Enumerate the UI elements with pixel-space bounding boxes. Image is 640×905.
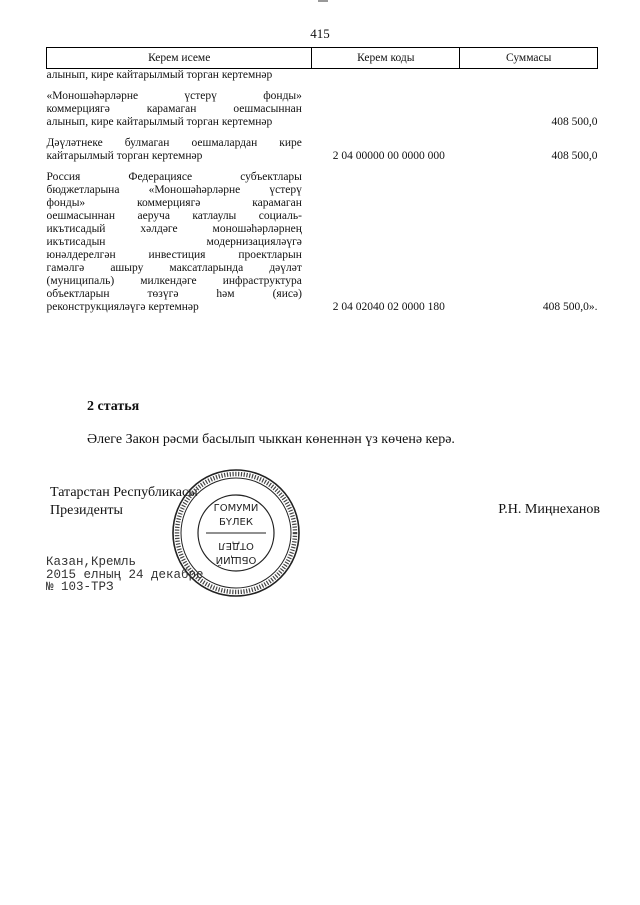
row-name-line: Россия Федерациясе субъектлары xyxy=(46,171,302,183)
table-row xyxy=(47,171,598,314)
signatory-title-line2: Президенты xyxy=(50,503,123,518)
row-sum: 408 500,0 xyxy=(551,116,598,128)
top-mark xyxy=(318,0,328,2)
page-number: 415 xyxy=(310,26,330,41)
table-row xyxy=(47,90,598,129)
revenue-table xyxy=(46,47,598,314)
article-title: 2 статья xyxy=(87,399,140,414)
row-name-line: алынып, кире кайтарылмый торган кертемнәр xyxy=(46,116,273,128)
law-number: № 103-ТРЗ xyxy=(46,580,114,594)
row-name-line: юнәлдерелгән инвестиция проектларын xyxy=(46,249,302,261)
row-name xyxy=(47,171,312,314)
row-name-line: коммерциягә карамаган оешмасыннан xyxy=(46,103,302,115)
place: Казан,Кремль xyxy=(46,555,137,569)
seal-line1: ГОМУМИ xyxy=(213,503,259,514)
row-name-line: реконструкцияләүгә кертемнәр xyxy=(46,301,199,313)
row-name-line: (муниципаль) милкендәге инфраструктура xyxy=(46,275,302,287)
table-header-row xyxy=(47,48,598,69)
table-row xyxy=(47,137,598,163)
row-code xyxy=(312,69,460,83)
row-sum: 408 500,0». xyxy=(542,301,598,313)
row-name-line: Дәүләтнеке булмаган оешмалардан кире xyxy=(46,137,302,149)
row-code xyxy=(312,90,460,129)
table-row xyxy=(47,69,598,83)
header-code: Керем коды xyxy=(312,48,460,69)
row-sum: 408 500,0 xyxy=(551,150,598,162)
row-name xyxy=(47,137,312,163)
date-place-block xyxy=(46,556,204,594)
row-sum xyxy=(460,69,598,83)
seal-line3: ОБЩИЙ xyxy=(215,554,257,565)
row-name-line: бюджетларына «Моношәһәрләрне үстерү xyxy=(46,184,302,196)
row-code: 2 04 00000 00 0000 000 xyxy=(332,150,445,162)
row-name-line: кайтарылмый торган кертемнәр xyxy=(46,150,203,162)
header-name: Керем исеме xyxy=(47,48,312,69)
row-code: 2 04 02040 02 0000 180 xyxy=(332,301,445,313)
row-name xyxy=(47,90,312,129)
row-name-line: объектларын төзүгә һәм (яисә) xyxy=(46,288,302,300)
seal-line2: БҮЛЕК xyxy=(219,517,253,528)
seal-line4: ОТДЕЛ xyxy=(218,540,254,551)
article-text: Әлеге Закон рәсми басылып чыккан көненнән үз көченә керә. xyxy=(87,432,455,447)
row-name-line: алынып, кире кайтарылмый торган кертемнәр xyxy=(46,69,273,81)
row-name-line: икътисадын модернизацияләүгә xyxy=(46,236,302,248)
row-name-line: гамәлгә ашыру максатларында дәүләт xyxy=(46,262,302,274)
row-name xyxy=(47,69,312,83)
row-name-line: «Моношәһәрләрне үстерү фонды» xyxy=(46,90,302,102)
row-name-line: оешмасыннан аеруча катлаулы социаль- xyxy=(46,210,302,222)
row-name-line: фонды» коммерциягә карамаган xyxy=(46,197,302,209)
signatory-name: Р.Н. Миңнеханов xyxy=(498,502,600,517)
row-name-line: икътисадый хәлдәге моношәһәрләрнең xyxy=(46,223,302,235)
date: 2015 елның 24 декабре xyxy=(46,567,204,582)
signatory-title-line1: Татарстан Республикасы xyxy=(50,485,198,500)
header-sum: Суммасы xyxy=(460,48,598,69)
